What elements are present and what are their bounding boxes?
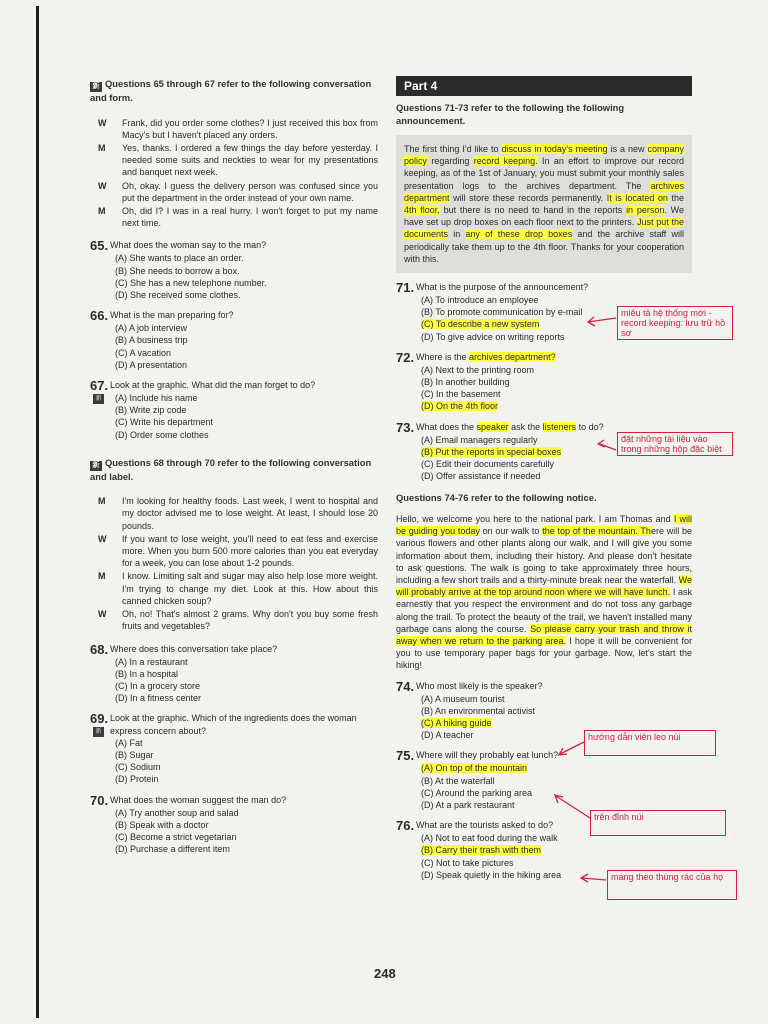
part-title: Part 4 <box>396 76 692 96</box>
annotation-note-76: mang theo thùng rác của họ <box>607 870 737 900</box>
option[interactable]: (C) A vacation <box>115 347 172 358</box>
option[interactable]: (B) A business trip <box>115 335 188 346</box>
text-run: will store these records permanently. <box>449 192 607 203</box>
text-run: (A) Next to the printing room <box>421 364 535 375</box>
graphic-icon: 新 <box>93 727 104 737</box>
option[interactable]: (D) A presentation <box>115 359 188 370</box>
graphic-icon: 新 <box>93 394 104 404</box>
set2-header: 新 Questions 68 through 70 refer to the following conversation and label. <box>90 456 372 482</box>
arrowhead-73 <box>598 440 605 447</box>
annotation-note-74: hướng dẫn viên leo núi <box>584 730 716 756</box>
text-run: (D) A teacher <box>421 730 474 741</box>
highlighted-text: (B) Carry their trash with them <box>421 845 542 856</box>
text-run: What is the purpose of the announcement? <box>416 282 589 293</box>
highlighted-text: It is located on <box>606 192 668 203</box>
option[interactable]: (D) Protein <box>115 774 159 785</box>
text-run: and the archive staff will periodically take them up to the 4th floor. Thanks for your cooperation with this. <box>404 229 684 264</box>
text-run: (A) Email managers regularly <box>421 434 538 445</box>
new-badge-icon: 新 <box>90 82 102 92</box>
option[interactable]: (A) Fat <box>115 737 143 748</box>
question-66: 66. What is the man preparing for? (A) A job interview (B) A business trip (C) A vacation (D) A presentation <box>90 309 378 371</box>
option[interactable]: (D) Purchase a different item <box>115 844 230 855</box>
question-number: 73. <box>396 419 415 435</box>
text-run: to do? <box>576 421 604 432</box>
set1-header: 新 Questions 65 through 67 refer to the following conversation and form. <box>90 78 372 103</box>
question-number: 72. <box>396 349 415 365</box>
text-run: I hope it will be convenient for you to use temporary paper bags for your garbage. Now, let's start the hiking! <box>396 636 692 671</box>
text-run: is a new <box>607 144 648 154</box>
text-run: Who most likely is the speaker? <box>416 680 543 691</box>
convo-line: W Oh, no! That's almost 2 grams. Why don't you buy some fresh fruits and vegetables? <box>98 609 378 632</box>
new-badge-icon: 新 <box>90 461 102 471</box>
text-run: (D) Speak quietly in the hiking area <box>421 869 562 880</box>
highlighted-text: (B) Put the reports in special boxes <box>421 446 562 457</box>
text-run: ask the <box>508 421 543 432</box>
convo-line: M Yes, thanks. I ordered a few things the day before yesterday. I needed some suits and neckties to wear for my presentations and banquet next week. <box>98 142 378 178</box>
convo-line: M I'm looking for healthy foods. Last week, I went to hospital and my doctor advised me to lose weight. At least, I should lose 20 pounds. <box>98 496 378 531</box>
highlighted-text: Just put the documents <box>404 217 684 240</box>
arrow-75 <box>556 796 590 818</box>
option[interactable]: (C) In a grocery store <box>115 680 201 691</box>
text-run: regarding <box>427 156 474 167</box>
option[interactable]: (C) Write his department <box>115 417 213 428</box>
highlighted-text: We will probably arrive at the top around noon where we will have lunch. <box>396 574 692 598</box>
option[interactable]: (A) In a restaurant <box>115 656 188 667</box>
text-run: I ask earnestly that you respect the environment and do not toss any garbage along the trail. To protect the beauty of the trail, we haven't installed many garbage cans along the course. <box>396 587 692 634</box>
annotation-note-73: đặt những tài liệu vào trong những hộp đặc biệt <box>617 432 733 456</box>
text-run: but there is no need to hand in the reports <box>439 205 627 216</box>
question-65: 65. What does the woman say to the man? (A) She wants to place an order. (B) She needs to borrow a box. (C) She has a new telephone number. (D) She received some clothes. <box>90 239 378 301</box>
question-number: 74. <box>396 678 415 694</box>
convo-line: W Oh, okay. I guess the delivery person was confused since you put the department in the order instead of your own name. <box>98 180 378 203</box>
text-run: What are the tourists asked to do? <box>416 820 554 831</box>
convo-line: M Oh, did I? I was in a real hurry. I won't forget to put my name next time. <box>98 205 378 229</box>
question-number: 75. <box>396 748 415 764</box>
annotation-note-75: trên đỉnh núi <box>590 810 726 836</box>
text-run: What does the <box>416 421 477 432</box>
text-run: . We have set up drop boxes on each floor next to the printers. <box>404 205 684 228</box>
highlighted-text: (C) A hiking guide <box>421 718 492 729</box>
option[interactable]: (B) She needs to borrow a box. <box>115 265 240 276</box>
highlighted-text: (A) On top of the mountain <box>421 763 528 774</box>
highlighted-text: company policy <box>404 144 684 167</box>
highlighted-text: speaker <box>476 421 509 432</box>
text-run: (C) Around the parking area <box>421 787 533 798</box>
highlighted-text: discuss in today's meeting <box>501 144 608 154</box>
question-67: 67. Look at the graphic. What did the man forget to do? 新 (A) Include his name (B) Write zip code (C) Write his department (D) Order some clothes <box>90 379 378 441</box>
option[interactable]: (A) She wants to place an order. <box>115 253 244 264</box>
set4-header: Questions 74-76 refer to the following notice. <box>396 492 597 504</box>
set3-header: Questions 71-73 refer to the following the following announcement. <box>396 102 625 126</box>
text-run: Hello, we welcome you here to the national park. I am Thomas and <box>396 513 674 524</box>
annotation-note-71: miêu tả hệ thống mới - record keeping: lưu trữ hồ sơ <box>617 306 733 340</box>
text-run: in <box>448 229 466 240</box>
text-run: (D) Offer assistance if needed <box>421 471 541 482</box>
option[interactable]: (D) She received some clothes. <box>115 289 241 300</box>
text-run: (B) At the waterfall <box>421 775 495 786</box>
highlighted-text: (D) On the 4th floor <box>421 401 499 412</box>
text-run: (B) To promote communication by e-mail <box>421 307 583 318</box>
option[interactable]: (A) Try another soup and salad <box>115 807 239 818</box>
text-run: Where is the <box>416 351 470 362</box>
text-run: (C) In the basement <box>421 389 501 400</box>
text-run: (D) At a park restaurant <box>421 800 515 811</box>
highlighted-text: I will be guiding you today <box>396 513 692 537</box>
highlighted-text: archives department? <box>469 351 556 362</box>
text-run: (B) In another building <box>421 377 510 388</box>
highlighted-text: record keeping. <box>473 156 538 167</box>
text-run: on our walk to <box>479 526 543 537</box>
highlighted-text: 4th floor, <box>404 205 440 216</box>
text-run: (C) Edit their documents carefully <box>421 459 555 470</box>
text-run: the <box>667 192 684 203</box>
option[interactable]: (A) A job interview <box>115 323 188 334</box>
text-run: (A) Not to eat food during the walk <box>421 833 558 844</box>
text-run: In an effort to improve our record keeping, as of the 1st of January, you must submit your monthly sales presentation logs to the archives department. The <box>404 156 684 191</box>
arrow-73 <box>600 444 616 450</box>
option[interactable]: (A) Include his name <box>115 392 198 403</box>
highlighted-text: listeners <box>542 421 577 432</box>
text-run: (C) Not to take pictures <box>421 857 514 868</box>
text-run: The first thing I'd like to <box>404 144 502 154</box>
option[interactable]: (B) In a hospital <box>115 668 179 679</box>
question-number: 76. <box>396 818 415 834</box>
highlighted-text: So please carry your trash and throw it away when we return to the parking area. <box>396 623 693 646</box>
question-70: 70. What does the woman suggest the man do? (A) Try another soup and salad (B) Speak with a doctor (C) Become a strict vegetarian (D) Purchase a different item <box>90 794 378 856</box>
option[interactable]: (B) Speak with a doctor <box>115 819 209 830</box>
convo-line: M I know. Limiting salt and sugar may also help lose more weight. I'm trying to change my diet. Look at this. How about this canned chicken soup? <box>98 571 378 606</box>
text-run: (B) An environmental activist <box>421 705 536 716</box>
option[interactable]: (D) Order some clothes <box>115 429 209 440</box>
highlighted-text: any of these drop boxes <box>465 229 573 240</box>
text-run: (A) A museum tourist <box>421 693 505 704</box>
option[interactable]: (C) Become a strict vegetarian <box>115 831 237 842</box>
convo-line: W If you want to lose weight, you'll need to eat less and exercise more. When you burn 500 more calories than you eat everyday for a week, you can lose about 1-2 pounds. <box>98 533 378 569</box>
text-run: Where will they probably eat lunch? <box>416 750 559 761</box>
highlighted-text: in person <box>626 205 665 216</box>
question-number: 71. <box>396 280 415 296</box>
highlighted-text: archives department <box>404 180 684 203</box>
text-run: (A) To introduce an employee <box>421 295 539 306</box>
highlighted-text: (C) To describe a new system <box>421 319 540 330</box>
text-run: ere will be various flowers and other plants along our walk, and I will give you some information about them, including their history. And please don't hesitate to ask questions. The walk is going to take approximately three hours, including a few short trails and a thirty-minute break near the waterfall. <box>396 526 692 585</box>
option[interactable]: (B) Sugar <box>115 749 154 760</box>
text-run: (D) To give advice on writing reports <box>421 331 565 342</box>
option[interactable]: (D) In a fitness center <box>115 693 202 704</box>
option[interactable]: (C) She has a new telephone number. <box>115 277 267 288</box>
arrow-76 <box>582 878 606 880</box>
option[interactable]: (C) Sodium <box>115 762 161 773</box>
highlighted-text: the top of the mountain. Th <box>542 526 651 537</box>
question-69: 69. Look at the graphic. Which of the ingredients does the woman express concern about? 新 (A) Fat (B) Sugar (C) Sodium (D) Protein <box>90 712 378 785</box>
arrow-74 <box>560 742 584 754</box>
convo-line: W Frank, did you order some clothes? I just received this box from Macy's but I haven't placed any orders. <box>98 117 378 140</box>
question-68: 68. Where does this conversation take place? (A) In a restaurant (B) In a hospital (C) In a grocery store (D) In a fitness center <box>90 643 378 705</box>
option[interactable]: (B) Write zip code <box>115 405 187 416</box>
page-number: 248 <box>374 966 396 981</box>
